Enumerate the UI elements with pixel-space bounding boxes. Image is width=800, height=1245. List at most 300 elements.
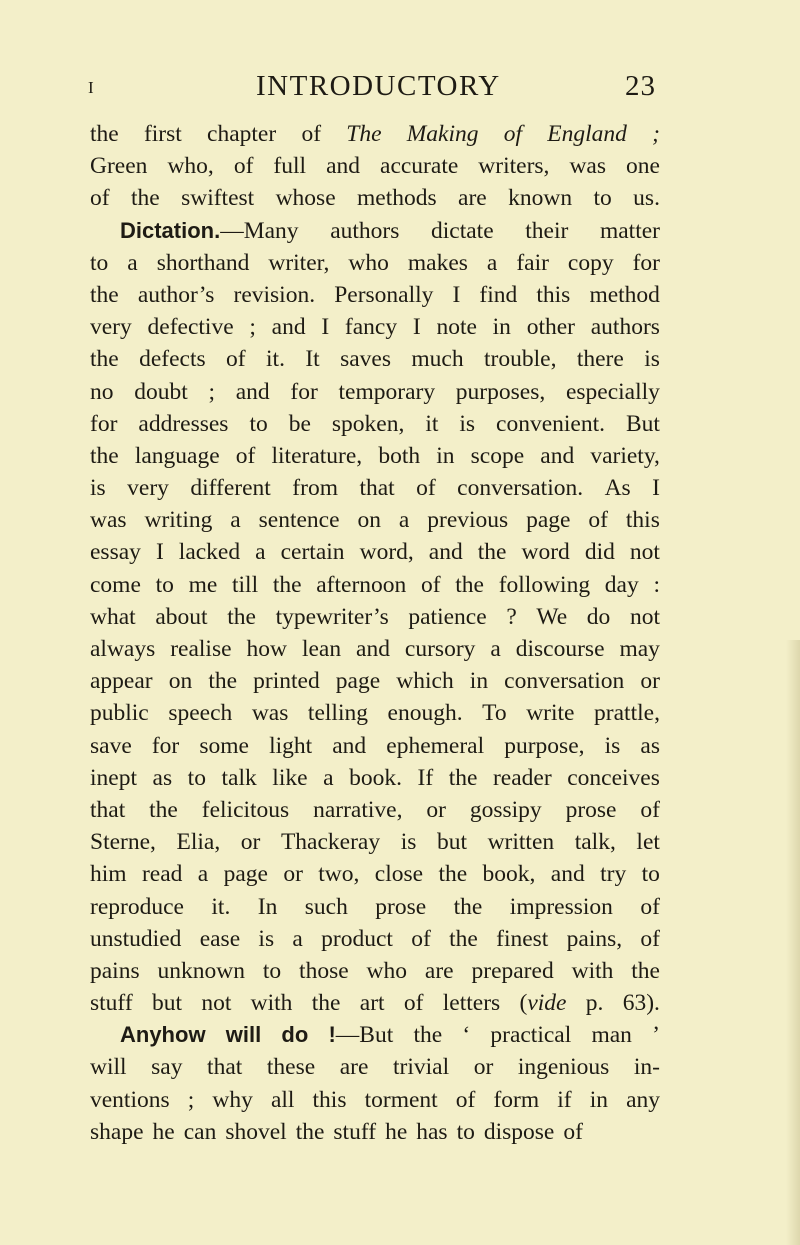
word: to [641,861,660,888]
word: whose [275,185,336,212]
word: authors [330,217,400,244]
word: following [498,571,591,598]
page-edge-shadow [786,640,800,1245]
text-line [90,955,660,987]
word: I [452,281,461,308]
word: literature, [271,442,363,469]
word: finest [496,925,549,952]
word: If [417,764,434,791]
word: he [152,1118,175,1145]
word: do [586,603,611,630]
word: no [90,378,114,405]
word: But [626,410,660,437]
word: find [479,281,518,308]
word: for [290,378,318,405]
word: ventions [90,1086,170,1113]
word: chapter [207,121,277,147]
word: the [631,957,660,984]
word: the [208,668,238,695]
word: of [233,153,254,180]
word: product [321,925,393,952]
word: ‘ [462,1022,471,1049]
word: p. [585,990,604,1017]
word: such [304,893,348,920]
word: scope [470,442,525,469]
word: page [223,861,268,888]
text-line [90,215,660,247]
word: he [385,1118,408,1145]
word: : [653,571,660,598]
word: full [273,153,307,180]
text-line [90,1084,660,1116]
word: conversation. [457,475,584,502]
word: sentence [258,507,340,534]
word: to [593,185,612,212]
text-line [90,376,660,408]
text-line [90,182,660,214]
word: that [207,1054,243,1081]
chapter-number: I [88,78,95,97]
word: if [557,1086,572,1113]
word: be [288,410,311,437]
word: discourse [515,636,605,662]
word: In [257,893,278,920]
word: the [90,281,119,308]
word: shorthand [156,249,250,276]
word: note [436,314,477,341]
word: about [155,603,208,630]
word: there [576,346,624,373]
word: of [640,925,660,952]
word: but [436,829,467,856]
text-line [90,730,660,762]
word: a [486,249,498,276]
word: read [141,861,183,888]
word: or [640,668,660,695]
word: a [398,507,410,534]
word: was [569,153,606,180]
word: let [636,829,660,856]
word: the [413,1022,443,1049]
word: for [632,249,660,276]
text-line [90,536,660,568]
word: not [629,603,660,630]
word: for [90,410,118,437]
word: the [90,442,119,469]
word: page [335,668,381,695]
word: light [269,732,313,759]
word: of [235,442,256,469]
word: till [232,571,259,598]
word: the [295,1118,325,1145]
word: form [493,1086,540,1113]
word: stuff [90,990,133,1017]
word: I [652,475,660,502]
word: reader [492,764,552,791]
word: why [212,1086,253,1113]
text-line [90,923,660,955]
word: in- [633,1054,660,1081]
word: doubt [134,378,188,405]
word: much [411,346,464,373]
word: very [90,314,132,341]
word: Anyhow [120,1022,206,1048]
word: patience [408,603,487,630]
word: that [359,475,395,502]
text-line [90,311,660,343]
word: as [152,764,173,791]
word: !—But [328,1022,394,1049]
word: for [151,732,180,759]
word: the [453,893,483,920]
word: method [589,281,660,308]
word: of [421,571,441,598]
word: (vide [519,990,567,1017]
word: As [604,475,631,502]
word: on [168,668,193,695]
word: their [525,217,569,244]
word: in [589,1086,608,1113]
word: who [348,249,389,276]
word: appear [90,668,153,695]
word: matter [599,217,660,244]
text-line [90,343,660,375]
word: especially [565,378,660,405]
word: gossipy [469,796,542,823]
word: to [187,764,206,791]
word: this [536,281,571,308]
word: these [266,1054,316,1081]
word: shovel [225,1118,287,1145]
word: ease [199,925,241,952]
word: ? [506,603,517,630]
word: a [127,249,138,276]
word: what [90,603,136,630]
word: torment [364,1086,438,1113]
word: a [292,925,303,952]
word: was [90,507,127,534]
word: of [455,1086,476,1113]
word: it [425,410,439,437]
word: of [301,121,322,147]
word: lacked [178,539,241,566]
word: trivial [393,1054,450,1081]
word: do [281,1022,309,1048]
word: like [272,764,308,791]
word: has [416,1118,448,1145]
word: of [403,990,424,1017]
word: fair [516,249,549,276]
text-line [90,762,660,794]
word: letters [442,990,501,1017]
word: those [299,957,349,984]
word: book, [482,861,536,888]
word: practical [490,1022,572,1049]
word: first [143,121,182,147]
word: revision. [233,281,316,308]
word: unstudied [90,925,182,952]
word: impression [509,893,613,920]
word: who, [167,153,214,180]
word: word, [359,539,414,566]
word: or [473,1054,494,1081]
word: I [155,539,164,566]
word: will [225,1022,262,1048]
word: addresses [138,410,229,437]
word: the [130,185,160,212]
word: not [201,990,232,1017]
word: try [600,861,627,888]
text-line [90,987,660,1019]
word: a [323,764,334,791]
word: may [619,636,660,662]
word: The [346,121,382,147]
text-line [90,150,660,182]
word: book. [349,764,402,791]
word: a [490,636,501,662]
word: all [270,1086,295,1113]
word: pains [90,957,140,984]
text-line [90,504,660,536]
word: a [255,539,266,566]
word: day [604,571,639,598]
text-line [90,1116,660,1148]
word: is [459,410,476,437]
word: of [503,121,523,147]
word: but [151,990,182,1017]
word: is [400,829,417,856]
word: of [416,475,436,502]
word: us. [633,185,660,212]
text-line [90,569,660,601]
word: dictate [431,217,494,244]
word: him [90,861,127,888]
word: the [449,925,478,952]
word: fancy [344,314,398,341]
word: always [90,636,156,662]
word: are [339,1054,369,1081]
word: is [90,475,106,502]
word: narrative, [313,796,403,823]
word: stuff [333,1118,377,1145]
word: from [292,475,338,502]
word: of [640,893,660,920]
word: to [456,1118,475,1145]
word: the [477,539,507,566]
word: ’ [652,1022,660,1049]
word: cursory [404,636,476,662]
word: previous [427,507,509,534]
word: Making [406,121,479,147]
word: the [90,346,119,373]
word: and [540,442,575,469]
word: authors [590,314,660,341]
word: certain [280,539,345,566]
word: inept [90,764,137,791]
word: pains, [566,925,623,952]
word: to [249,410,268,437]
word: page [526,507,571,534]
word: in [492,314,511,341]
text-line [90,826,660,858]
word: convenient. [496,410,606,437]
word: talk, [574,829,616,856]
word: known [508,185,573,212]
word: Elia, [176,829,221,856]
word: two, [318,861,360,888]
word: and [271,314,306,341]
word: was [251,700,289,727]
word: the [227,603,256,630]
word: the [311,990,341,1017]
word: the [448,764,478,791]
word: and [326,153,360,180]
word: of [640,796,660,823]
word: saves [340,346,391,373]
word: different [190,475,271,502]
running-head [88,70,656,110]
word: unknown [157,957,245,984]
word: defects [139,346,206,373]
word: are [458,185,487,212]
word: this [312,1086,347,1113]
word: Thackeray [280,829,381,856]
word: makes [407,249,468,276]
word: it. [266,346,285,373]
text-line [90,408,660,440]
word: realise [170,636,232,662]
text-line [90,440,660,472]
word: who [366,957,408,984]
word: methods [357,185,437,212]
word: write [526,700,575,727]
word: and [332,732,367,759]
word: of [411,925,431,952]
word: on [357,507,381,534]
word: language [134,442,220,469]
word: can [183,1118,217,1145]
word: the [149,796,178,823]
word: prepared [471,957,554,984]
word: ; [187,1086,195,1113]
word: is [604,732,621,759]
word: some [199,732,249,759]
word: the [272,571,302,598]
word: or [426,796,446,823]
text-line [90,697,660,729]
word: temporary [338,378,436,405]
word: purpose, [504,732,585,759]
word: Dictation.—Many [120,217,299,244]
word: save [90,732,132,759]
word: to [90,249,109,276]
word: and [235,378,270,405]
text-line [90,279,660,311]
word: of [588,507,608,534]
text-line [90,247,660,279]
word: Green [90,153,148,180]
word: with [571,957,614,984]
word: is [644,346,660,373]
text-line [90,633,660,665]
word: the [455,571,484,598]
word: how [246,636,287,662]
word: spoken, [331,410,405,437]
word: Personally [334,281,434,308]
word: me [188,571,218,598]
word: and [428,539,463,566]
text-line [90,665,660,697]
word: which [396,668,454,695]
word: essay [90,539,141,566]
word: defective [147,314,234,341]
text-line [90,601,660,633]
word: dispose [483,1118,555,1145]
word: ; [652,121,660,147]
text-line [90,118,660,150]
word: a [197,861,209,888]
word: lean [301,636,342,662]
word: shape [90,1118,144,1145]
word: is [258,925,275,952]
word: come [90,571,141,598]
word: I [412,314,421,341]
word: word [521,539,570,566]
word: or [240,829,261,856]
word: ephemeral [386,732,485,759]
body-text [90,118,660,1148]
page-number: 23 [625,70,656,102]
word: purposes, [455,378,546,405]
word: reproduce [90,893,184,920]
word: both [378,442,421,469]
word: I [321,314,330,341]
word: public [90,700,149,727]
word: England [547,121,627,147]
word: accurate [380,153,459,180]
word: variety, [590,442,660,469]
word: talk [221,764,257,791]
word: ; [208,378,215,405]
word: swiftest [181,185,255,212]
word: a [230,507,241,534]
word: any [626,1086,660,1113]
text-line [90,1051,660,1083]
text-line [90,858,660,890]
word: We [536,603,568,630]
word: of [226,346,246,373]
word: writer, [268,249,330,276]
word: are [424,957,454,984]
word: will [90,1054,127,1081]
word: conceives [567,764,660,791]
word: trouble, [484,346,557,373]
text-line [90,472,660,504]
word: prattle, [594,700,660,727]
word: this [625,507,660,534]
word: conversation [504,668,625,695]
word: in [469,668,489,695]
word: to [262,957,282,984]
word: very [127,475,169,502]
word: one [626,153,660,180]
word: the [438,861,468,888]
word: ; [249,314,256,341]
word: or [283,861,303,888]
word: and [550,861,585,888]
word: prose [375,893,427,920]
word: written [487,829,555,856]
